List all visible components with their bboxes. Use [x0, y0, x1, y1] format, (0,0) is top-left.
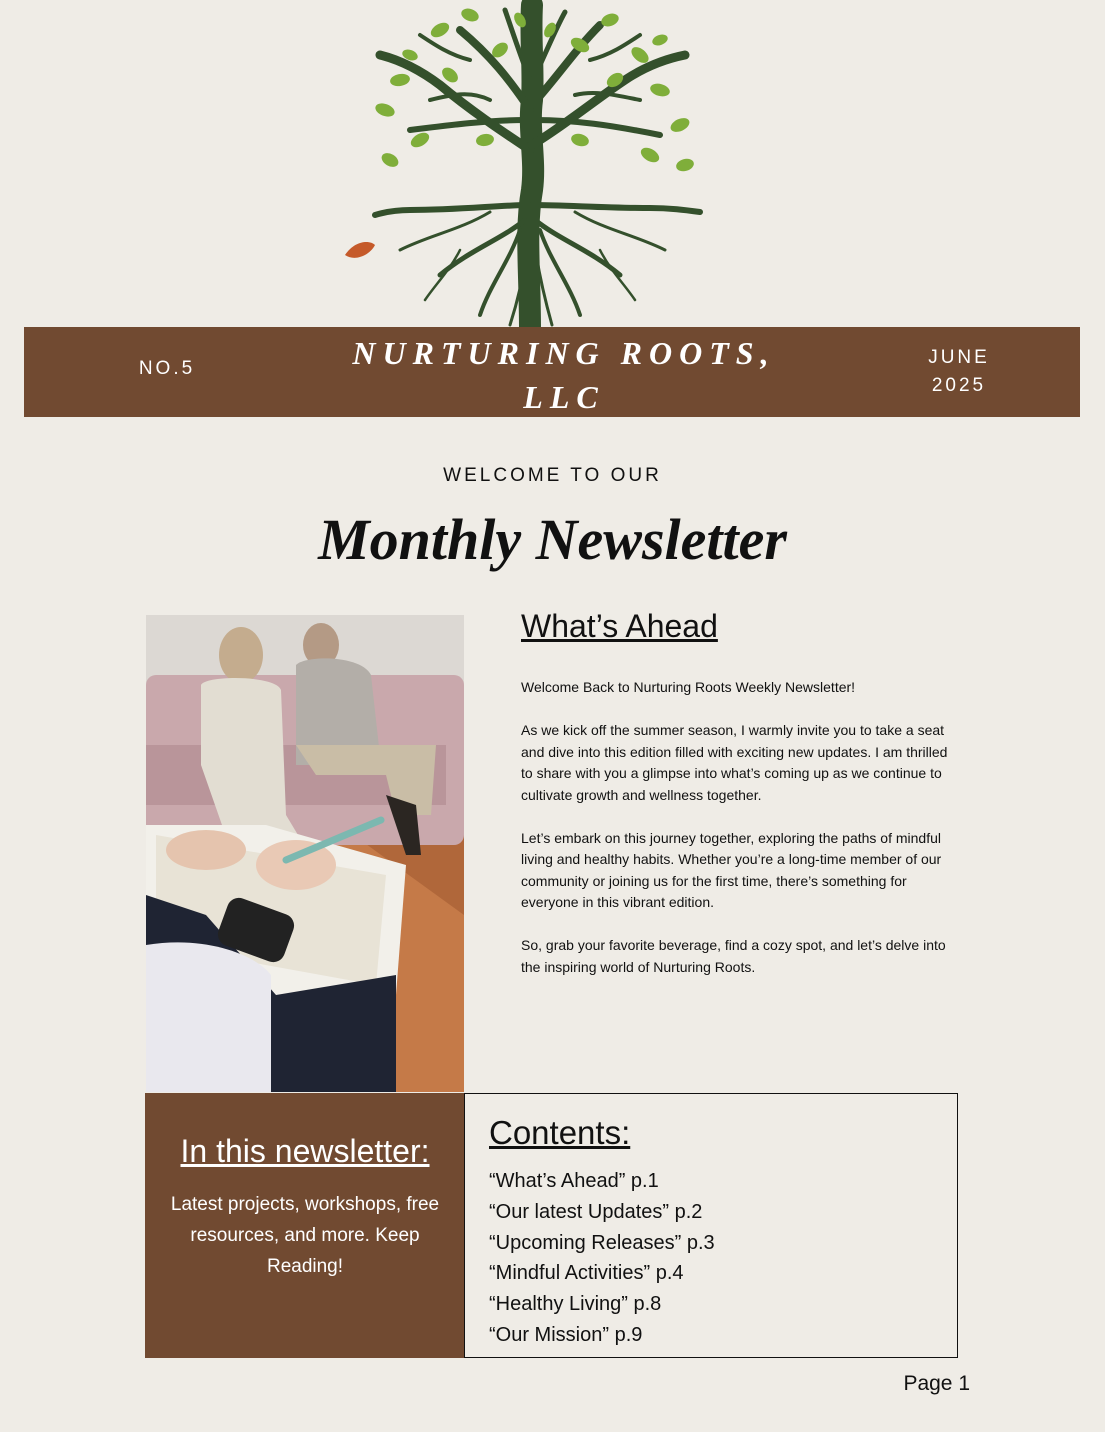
page-title: Monthly Newsletter: [318, 507, 787, 572]
whats-ahead-paragraph: Let’s embark on this journey together, exploring the paths of mindful living and healthy habits. Whether you’re a long-time member of our community or joining us for the first time, there’s something for everyone in this vibrant edition.: [521, 829, 942, 910]
contents-item: “Our Mission” p.9: [489, 1323, 643, 1346]
tree-roots-logo: [340, 0, 720, 330]
contents-list: [489, 1166, 933, 1351]
whats-ahead-paragraph: So, grab your favorite beverage, find a cozy spot, and let’s delve into the inspiring world of Nurturing Roots.: [521, 937, 946, 975]
whats-ahead-paragraph: Welcome Back to Nurturing Roots Weekly Newsletter!: [521, 679, 856, 695]
masthead-title: [324, 331, 804, 419]
contents-item: “Upcoming Releases” p.3: [489, 1231, 715, 1254]
contents-item: “Mindful Activities” p.4: [489, 1262, 684, 1285]
contents-item: “Our latest Updates” p.2: [489, 1200, 703, 1223]
page-number: Page 1: [903, 1372, 970, 1395]
in-this-newsletter-text: Latest projects, workshops, free resources, and more. Keep Reading!: [170, 1194, 440, 1277]
in-this-newsletter-box: [145, 1093, 465, 1358]
whats-ahead-paragraph: As we kick off the summer season, I warmly invite you to take a seat and dive into this edition filled with exciting new updates. I am thrilled to share with you a glimpse into what’s coming up as we continue to cultivate growth and wellness together.: [521, 722, 948, 803]
whats-ahead-heading: What’s Ahead: [521, 608, 718, 644]
masthead-title-line1: NURTURING ROOTS,: [352, 335, 776, 371]
counseling-session-photo: [146, 615, 464, 1092]
contents-item: “What’s Ahead” p.1: [489, 1170, 659, 1192]
whats-ahead-section: [521, 608, 961, 1000]
in-this-newsletter-heading: In this newsletter:: [180, 1133, 430, 1169]
contents-box: [464, 1093, 958, 1358]
contents-heading: Contents:: [489, 1114, 631, 1151]
issue-date: JUNE 2025: [928, 347, 990, 396]
welcome-kicker: WELCOME TO OUR: [443, 465, 662, 486]
issue-number: NO.5: [138, 358, 196, 379]
contents-item: “Healthy Living” p.8: [489, 1293, 662, 1316]
masthead-banner: [24, 327, 1080, 417]
masthead-title-line2: LLC: [523, 379, 605, 415]
